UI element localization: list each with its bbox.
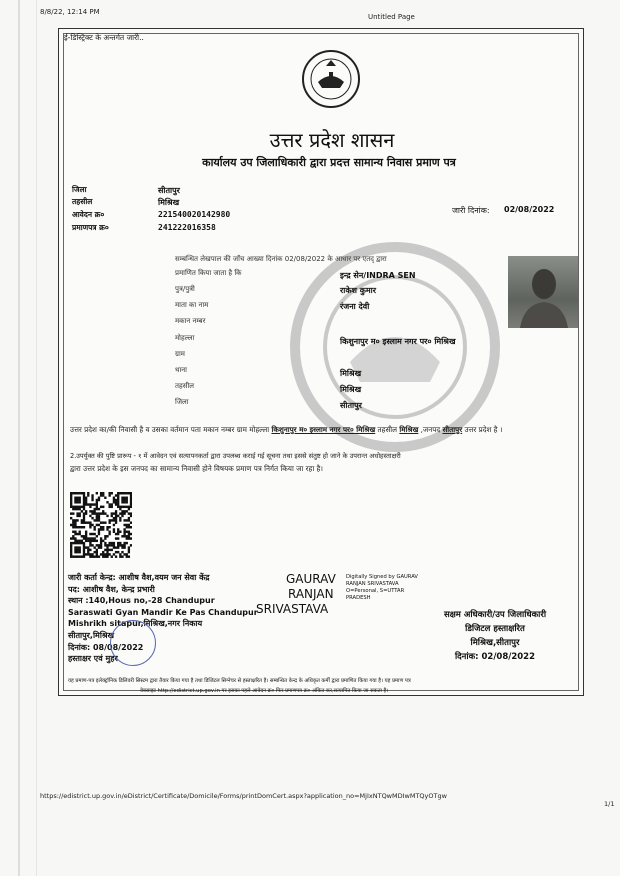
print-timestamp: 8/8/22, 12:14 PM <box>40 8 100 16</box>
up-emblem-icon <box>296 48 366 110</box>
issue-date-label: जारी दिनांक: <box>452 206 490 215</box>
authority-line: सक्षम अधिकारी/उप जिलाधिकारी <box>443 610 547 620</box>
para1-text-c: ,जनपद <box>420 425 441 434</box>
authority-line: मिश्रिख,सीतापुर <box>470 638 520 648</box>
digital-sign-details <box>346 574 418 602</box>
issue-date: 02/08/2022 <box>504 205 555 214</box>
tehsil-label: तहसील <box>175 382 194 390</box>
mohalla-value: किशुनापुर म० इस्लाम नगर पर० मिश्रिख <box>340 337 456 346</box>
meta-tehsil-label: तहसील <box>72 197 93 206</box>
authority-line: दिनांक: 02/08/2022 <box>454 652 536 662</box>
issuer-block <box>68 572 258 665</box>
meta-tehsil-value: मिश्रिख <box>158 198 180 207</box>
police-station-label: थाना <box>175 366 187 374</box>
footer-line-2: वेबसाइट http://edistrict.up.gov.in पर इसका पहले आवेदन क्र० फिर प्रमाणपत्र क्र० अंकित कर,सत्यापित किया जा सकता है। <box>140 688 389 694</box>
paragraph-3: द्वारा उत्तर प्रदेश के इस जनपद का सामान्य निवासी होने विषयक प्रमाण पत्र निर्गत किया जा रहा है। <box>70 464 324 473</box>
district-label: जिला <box>175 398 189 406</box>
page-number: 1/1 <box>604 800 615 808</box>
paragraph-1 <box>70 425 570 436</box>
house-number-label: मकान नम्बर <box>175 317 206 325</box>
intro-line-2: प्रमाणित किया जाता है कि <box>175 269 242 277</box>
digital-sign-line: PRADESH <box>346 595 371 601</box>
para1-text-b: तहसील <box>377 425 398 434</box>
digital-sign-line: RANJAN SRIVASTAVA <box>346 581 399 587</box>
page-title: Untitled Page <box>368 13 415 21</box>
signer-name <box>256 572 336 617</box>
applicant-photo <box>508 256 578 328</box>
signer-name-line: SRIVASTAVA <box>256 602 329 616</box>
meta-application-label: आवेदन क्र० <box>72 210 105 219</box>
district-value: सीतापुर <box>340 401 362 410</box>
meta-district-label: जिला <box>72 185 87 194</box>
father-name-value: राकेश कुमार <box>340 286 376 295</box>
issuer-line: Saraswati Gyan Mandir Ke Pas Chandupur <box>68 607 258 617</box>
person-silhouette-icon <box>508 256 578 328</box>
para1-text-d: उत्तर प्रदेश है । <box>464 425 503 434</box>
govt-title: उत्तर प्रदेश शासन <box>269 128 395 152</box>
police-station-value: मिश्रिख <box>340 369 362 378</box>
authority-block <box>410 608 580 664</box>
mother-label: माता का नाम <box>175 301 209 309</box>
seal-stamp <box>110 620 156 666</box>
signer-name-line: RANJAN <box>288 587 334 601</box>
issuer-line: Mishrikh sitapur,मिश्रिख,नगर निकाय <box>68 619 203 629</box>
para1-tehsil: मिश्रिख <box>399 425 419 434</box>
name-value: इन्द्र सेन/INDRA SEN <box>340 271 416 280</box>
para1-address: किशुनापुर म० इस्लाम नगर पर० मिश्रिख <box>271 425 376 434</box>
issuer-line: पद: आशीष वैश, केन्द्र प्रभारी <box>68 584 155 594</box>
meta-certificate-label: प्रमाणपत्र क्र० <box>72 223 109 232</box>
mohalla-label: मोहल्ला <box>175 334 195 342</box>
signer-name-line: GAURAV <box>286 572 336 586</box>
issuer-line: दिनांक: 08/08/2022 <box>68 642 144 652</box>
para1-text-a: उत्तर प्रदेश का/की निवासी है व उसका वर्तमान पता मकान नम्बर ग्राम मोहल्ला <box>70 425 270 434</box>
qr-code-icon <box>70 492 132 558</box>
issuer-line: जारी कर्ता केन्द्र: आशीष वैश,वयम जन सेवा केंद्र <box>68 573 210 582</box>
qr-code <box>70 492 132 558</box>
issuer-line: हस्ताक्षर एवं मुहर <box>68 654 118 664</box>
digital-sign-line: O=Personal, S=UTTAR <box>346 588 405 594</box>
page-url: https://edistrict.up.gov.in/eDistrict/Certificate/Domicile/Forms/printDomCert.aspx?application_no=MjIxNTQwMDIwMTQyOTgw <box>40 792 447 800</box>
paragraph-2: 2.उपर्युक्त की पुष्टि प्रारूप - १ में आवेदन एवं सत्यापनकर्ता द्वारा उपलब्ध कराई गई सूचना तथा इससे संतुष्ट हो जाने के उपरान्त अधोहस्ताक्षरी <box>70 452 401 460</box>
authority-line: डिजिटल हस्ताक्षरित <box>465 624 525 634</box>
certificate-subtitle: कार्यालय उप जिलाधिकारी द्वारा प्रदत्त सामान्य निवास प्रमाण पत्र <box>202 156 456 169</box>
meta-certificate-value: 241222016358 <box>158 223 216 232</box>
intro-line-1: सम्बन्धित लेखपाल की जाँच आख्या दिनांक 02/08/2022 के आधार पर एतद् द्वारा <box>175 255 387 263</box>
digital-sign-line: Digitally Signed by GAURAV <box>346 574 418 580</box>
para1-district: सीतापुर <box>442 425 463 434</box>
issuer-line: सीतापुर,मिश्रिख <box>68 630 115 640</box>
tehsil-value: मिश्रिख <box>340 385 362 394</box>
top-note: ई-डिस्ट्रिक्ट के अन्तर्गत जारी.. <box>64 33 144 42</box>
issuer-line: स्थान :140,Hous no,-28 Chandupur <box>68 596 215 606</box>
village-label: ग्राम <box>175 350 185 358</box>
footer-line-1: यह प्रमाण-पत्र इलेक्ट्रॉनिक डिलिवरी सिस्टम द्वारा तैयार किया गया है तथा डिजिटल सिग्नेचर से हस्ताक्षरित है। सम्बन्धित केन्द्र के अधिकृत कर्मी द्वारा प्रमाणित किया गया है। यह प्रमाण पत्र <box>68 678 411 684</box>
meta-application-value: 221540020142980 <box>158 210 231 219</box>
meta-district-value: सीतापुर <box>158 186 180 195</box>
relation-label: पुत्र/पुत्री <box>175 285 195 293</box>
mother-name-value: रंजना देवी <box>340 302 370 311</box>
